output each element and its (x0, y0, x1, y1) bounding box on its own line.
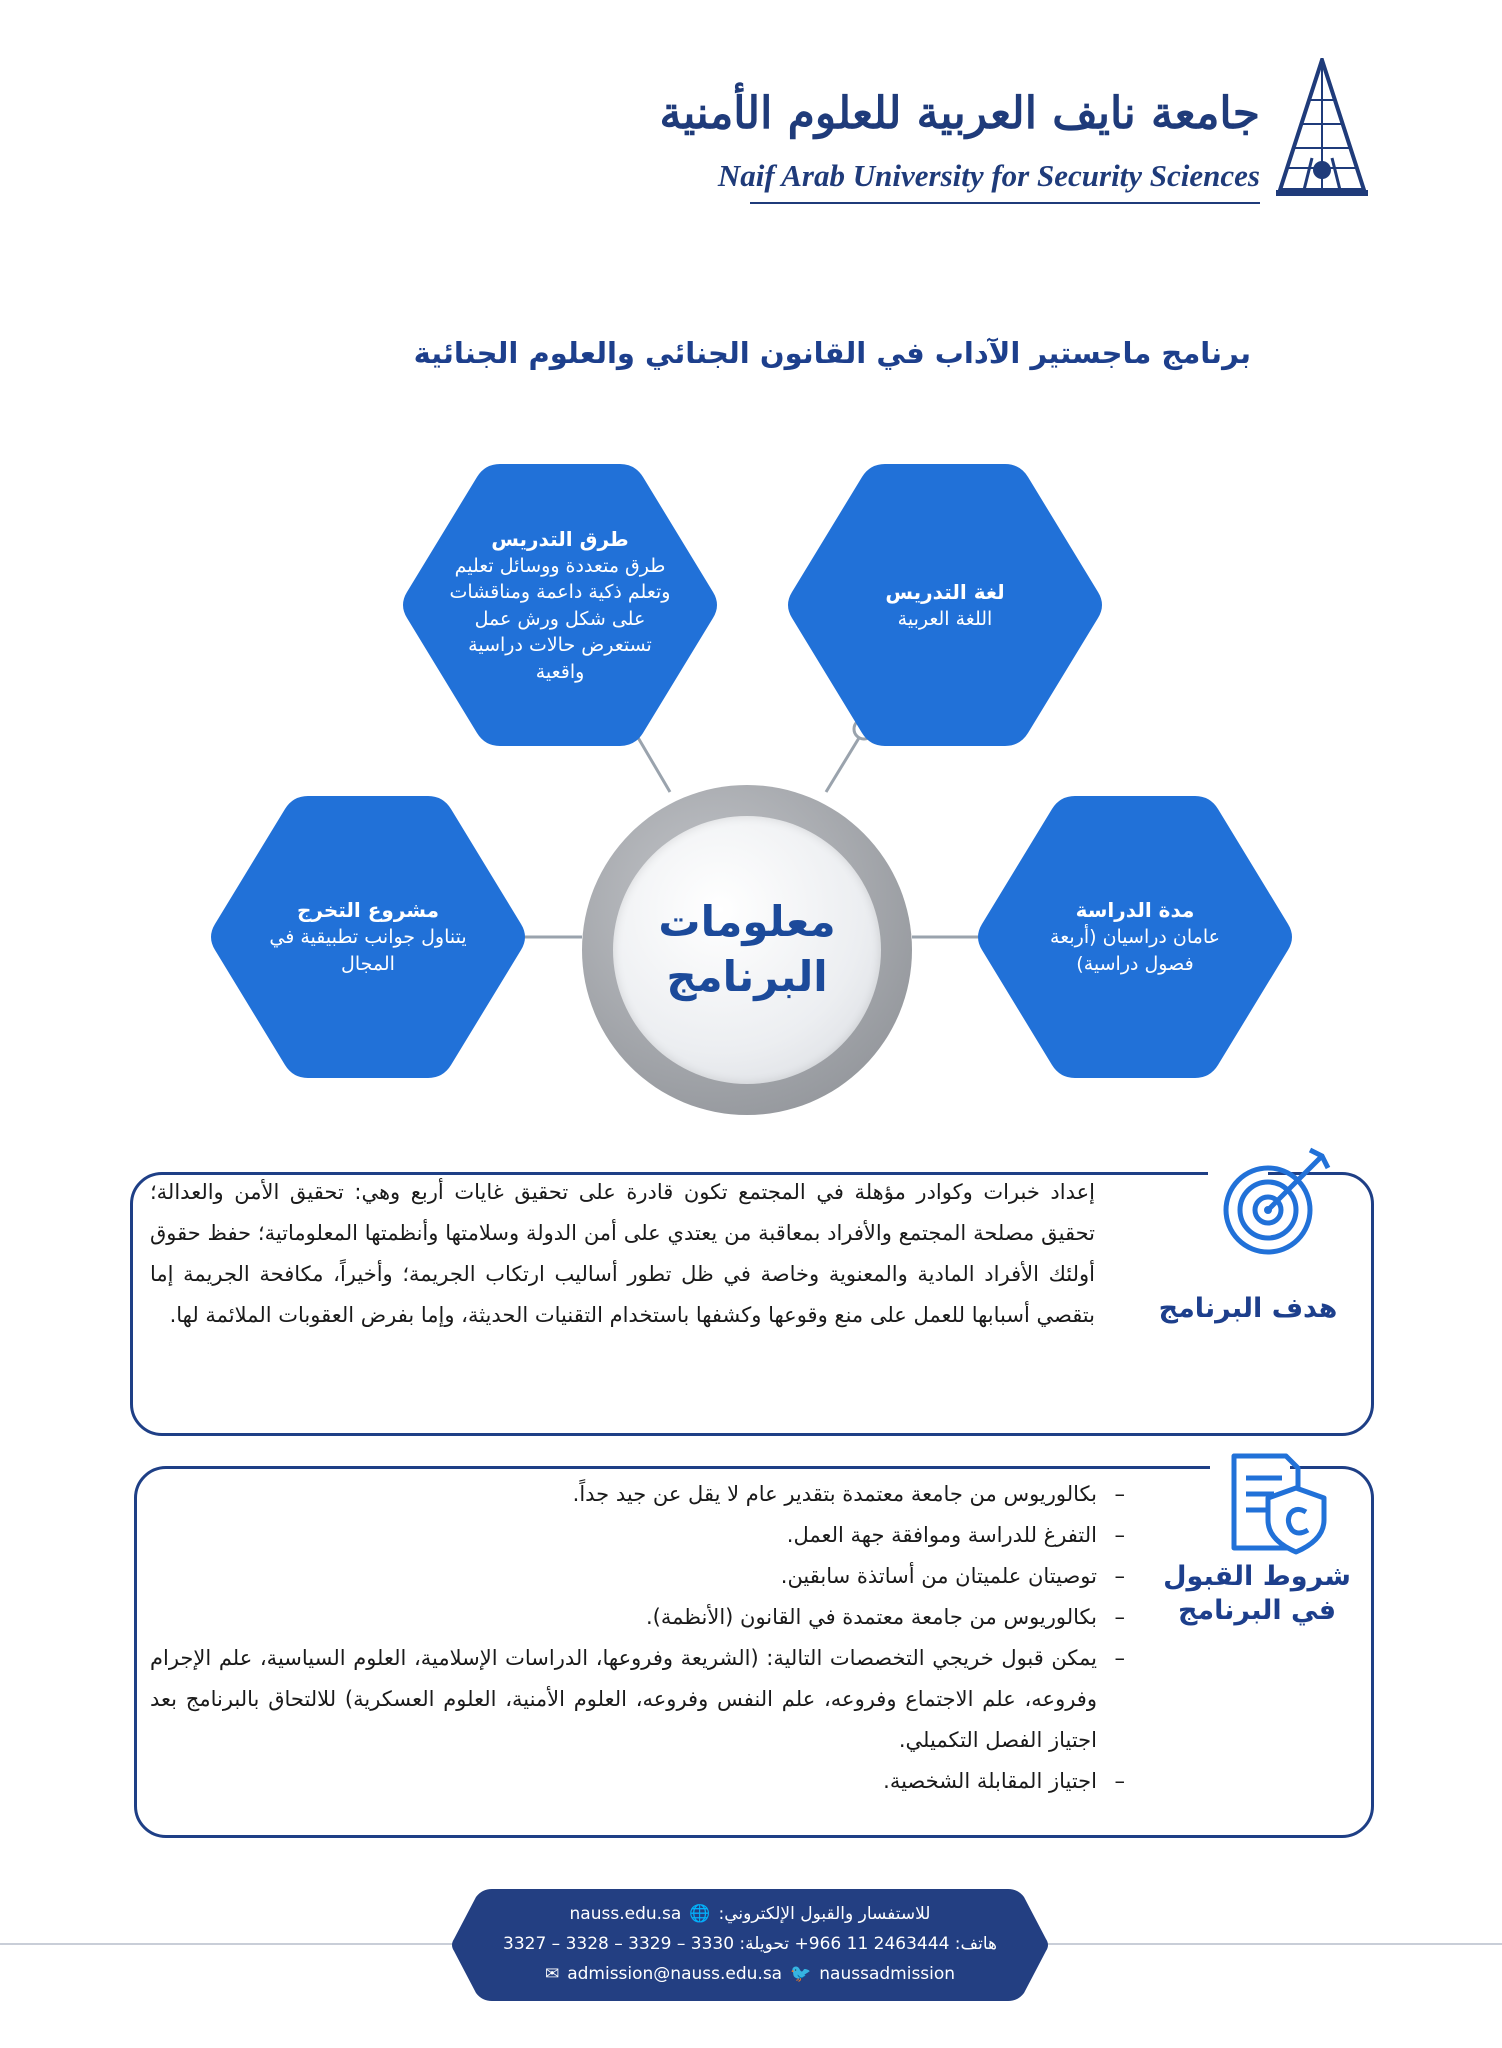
list-item: – التفرغ للدراسة وموافقة جهة العمل. (150, 1515, 1125, 1556)
contact-footer (452, 1887, 1048, 2002)
admission-requirements-label (1152, 1560, 1362, 1628)
envelope-icon: ✉ (544, 1964, 560, 1984)
center-title-line1: معلومات (658, 897, 836, 947)
tower-logo-icon (1274, 58, 1370, 198)
hex-body: عامان دراسيان (أربعة فصول دراسية) (1050, 926, 1220, 975)
university-logo (659, 58, 1370, 208)
hex-title: لغة التدريس (885, 579, 1005, 604)
hex-body: طرق متعددة ووسائل تعليم وتعلم ذكية داعمة ومناقشات على شكل ورش عمل تستعرض حالات دراسية واقعية (449, 554, 671, 683)
list-item: – يمكن قبول خريجي التخصصات التالية: (الشريعة وفروعها، الدراسات الإسلامية، العلوم السياسية، علم الإجرام وفروعه، علم الاجتماع وفروعه، علم النفس وفروعه، العلوم الأمنية، العلوم العسكرية) للالتحاق بالبرنامج بعد اجتياز الفصل التكميلي. (150, 1638, 1125, 1761)
list-item: – توصيتان علميتان من أساتذة سابقين. (150, 1556, 1125, 1597)
twitter-icon: 🐦 (790, 1964, 812, 1984)
list-item: – بكالوريوس من جامعة معتمدة بتقدير عام لا يقل عن جيد جداً. (150, 1474, 1125, 1515)
target-icon (1218, 1142, 1338, 1262)
email-link[interactable]: admission@nauss.edu.sa (567, 1964, 783, 1984)
logo-arabic-name: جامعة نايف العربية للعلوم الأمنية (659, 88, 1260, 139)
website-link[interactable]: nauss.edu.sa (569, 1904, 682, 1924)
admission-requirements-list (150, 1474, 1125, 1802)
admission-label-line2: في البرنامج (1177, 1594, 1337, 1626)
hex-body: يتناول جوانب تطبيقية في المجال (269, 926, 467, 975)
hex-teaching-methods (395, 460, 725, 750)
admission-label-line1: شروط القبول (1163, 1561, 1351, 1592)
program-goal-label: هدف البرنامج (1158, 1293, 1338, 1324)
footer-phone-row (492, 1929, 1008, 1959)
twitter-handle[interactable]: naussadmission (819, 1964, 956, 1984)
globe-icon: 🌐 (689, 1904, 711, 1924)
footer-contact-row (492, 1959, 1008, 1989)
page-title: برنامج ماجستير الآداب في القانون الجنائي والعلوم الجنائية (413, 336, 1251, 370)
inquiry-label: للاستفسار والقبول الإلكتروني: (718, 1904, 931, 1924)
hex-graduation-project (203, 792, 533, 1082)
document-shield-icon (1224, 1448, 1334, 1558)
center-circle (582, 785, 912, 1115)
footer-website-row (492, 1899, 1008, 1929)
logo-underline (750, 202, 1260, 204)
phone-text: هاتف: 2463444 11 966+ تحويلة: 3330 – 3329 – 3328 – 3327 (503, 1934, 997, 1954)
hex-title: مشروع التخرج (296, 898, 440, 923)
hex-study-duration (970, 792, 1300, 1082)
list-item: – اجتياز المقابلة الشخصية. (150, 1761, 1125, 1802)
hex-body: اللغة العربية (897, 607, 993, 630)
hex-title: طرق التدريس (491, 526, 629, 551)
list-item: – بكالوريوس من جامعة معتمدة في القانون (الأنظمة). (150, 1597, 1125, 1638)
center-title-line2: البرنامج (666, 952, 828, 1001)
program-info-diagram (0, 440, 1502, 1120)
hex-teaching-language (780, 460, 1110, 750)
logo-english-name: Naif Arab University for Security Sciences (717, 158, 1260, 193)
hex-title: مدة الدراسة (1075, 898, 1195, 923)
program-goal-text: إعداد خبرات وكوادر مؤهلة في المجتمع تكون قادرة على تحقيق غايات أربع وهي: تحقيق الأمن والعدالة؛ تحقيق مصلحة المجتمع والأفراد بمعاقبة من يعتدي على أمن الدولة وسلامتها وأنظمتها المعلوماتية؛ حفظ حقوق أولئك الأفراد المادية والمعنوية وخاصة في ظل تطور أساليب ارتكاب الجريمة؛ وأخيراً، مكافحة الجريمة إما بتقصي أسبابها للعمل على منع وقوعها وكشفها باستخدام التقنيات الحديثة، وإما بفرض العقوبات الملائمة لها. (150, 1180, 1095, 1327)
